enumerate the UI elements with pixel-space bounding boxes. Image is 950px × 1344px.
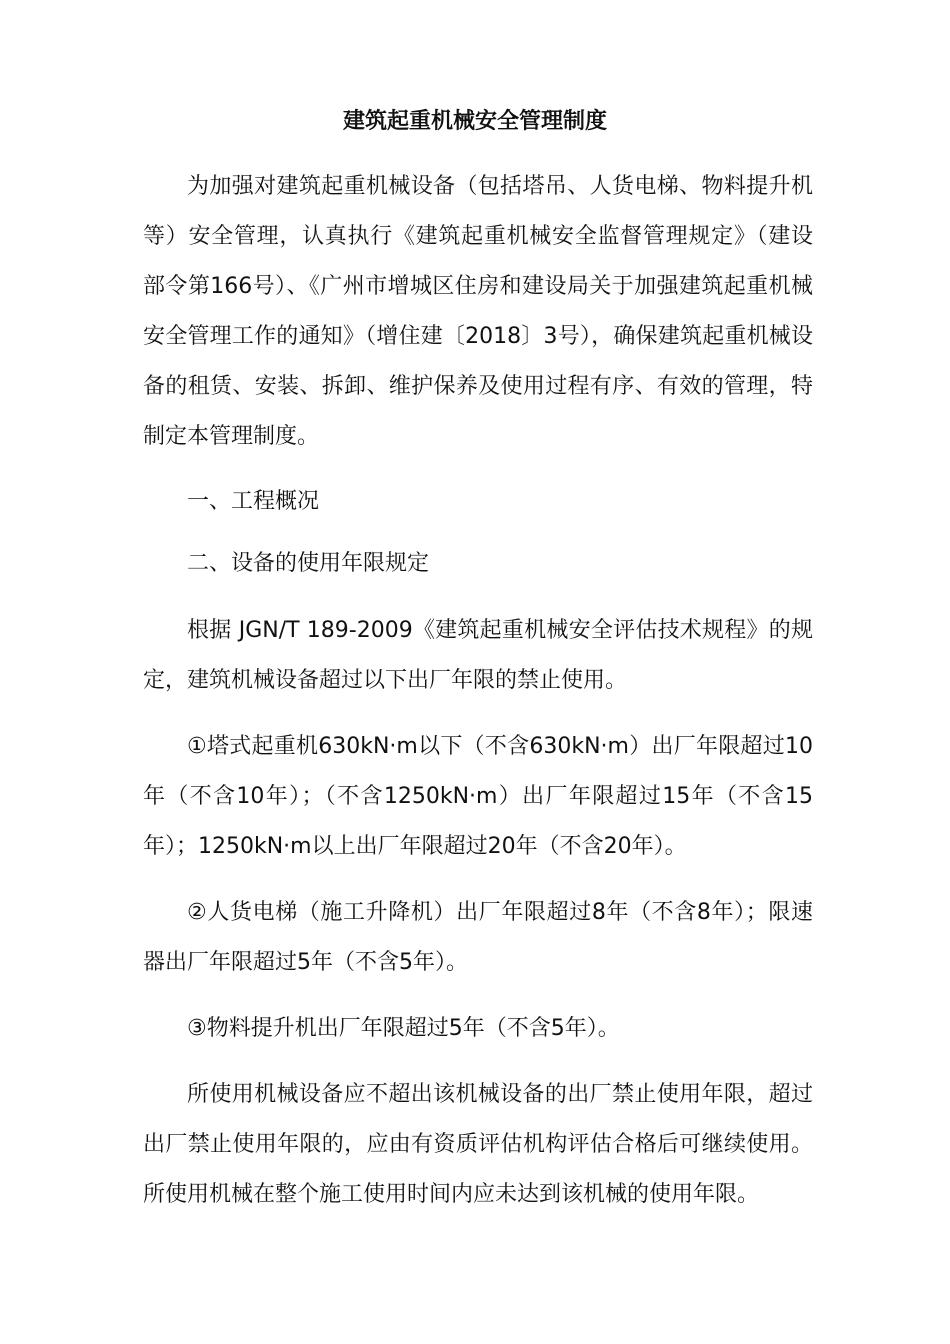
closing-paragraph: 所使用机械设备应不超出该机械设备的出厂禁止使用年限，超过出厂禁止使用年限的，应由有资质评估机构评估合格后可继续使用。所使用机械在整个施工使用时间内应未达到该机械的使用年限。	[143, 1082, 813, 1207]
item-1-paragraph: ①塔式起重机630kN·m以下（不含630kN·m）出厂年限超过10年（不含10年）；（不含1250kN·m）出厂年限超过15年（不含15年）；1250kN·m以上出厂年限超过20年（不含20年）。	[143, 734, 813, 859]
section-1-heading: 一、工程概况	[187, 489, 320, 514]
section-2-heading: 二、设备的使用年限规定	[187, 551, 430, 576]
item-3-paragraph: ③物料提升机出厂年限超过5年（不含5年）。	[187, 1016, 620, 1041]
intro-paragraph: 为加强对建筑起重机械设备（包括塔吊、人货电梯、物料提升机等）安全管理，认真执行《建筑起重机械安全监督管理规定》（建设部令第166号）、《广州市增城区住房和建设局关于加强建筑起重机械安全管理工作的通知》（增住建〔2018〕3号），确保建筑起重机械设备的租赁、安装、拆卸、维护保养及使用过程有序、有效的管理，特制定本管理制度。	[143, 174, 813, 449]
document-title: 建筑起重机械安全管理制度	[342, 109, 607, 134]
item-2-paragraph: ②人货电梯（施工升降机）出厂年限超过8年（不含8年）；限速器出厂年限超过5年（不含5年）。	[143, 900, 813, 975]
section-2-intro-paragraph: 根据 JGN/T 189-2009《建筑起重机械安全评估技术规程》的规定，建筑机械设备超过以下出厂年限的禁止使用。	[143, 618, 813, 693]
